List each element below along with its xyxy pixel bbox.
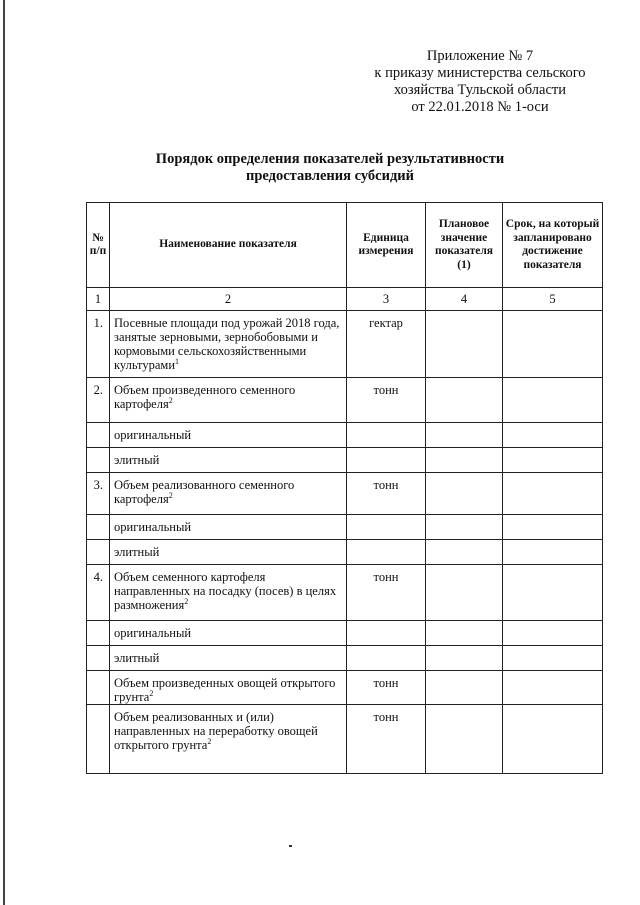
plan-value-cell: [426, 705, 503, 774]
deadline-cell: [503, 621, 603, 646]
unit-cell: [347, 515, 426, 540]
table-row: [87, 515, 603, 540]
appendix-line: от 22.01.2018 № 1-оси: [411, 99, 549, 115]
row-number: [87, 621, 110, 646]
indicators-table: [86, 202, 603, 774]
plan-value-cell: [426, 621, 503, 646]
header-plan: Плановое значение показателя (1): [426, 203, 503, 288]
deadline-cell: [503, 378, 603, 423]
plan-value-cell: [426, 311, 503, 378]
footnote-mark: 2: [149, 688, 154, 698]
plan-value-cell: [426, 565, 503, 621]
row-number: [87, 705, 110, 774]
indicator-name-text: Объем семенного картофеля направленных на посадку (посев) в целях размножения: [114, 570, 337, 612]
table-row: [87, 565, 603, 621]
plan-value-cell: [426, 515, 503, 540]
header-unit: Единица измерения: [347, 203, 426, 288]
indicator-name-text: Объем произведенных овощей открытого грунта: [114, 676, 336, 704]
deadline-cell: [503, 705, 603, 774]
indicator-name: [110, 378, 347, 423]
indicator-name-text: оригинальный: [114, 626, 192, 640]
deadline-cell: [503, 671, 603, 705]
plan-value-cell: [426, 540, 503, 565]
table-row: [87, 311, 603, 378]
table-row: [87, 646, 603, 671]
index-cell: 1: [87, 288, 110, 311]
title-line: Порядок определения показателей результативности: [155, 151, 505, 167]
indicator-name-text: Посевные площади под урожай 2018 года, занятые зерновыми, зернобобовыми и кормовыми сельскохозяйственными культурами: [114, 316, 340, 372]
plan-value-cell: [426, 378, 503, 423]
indicator-name: [110, 565, 347, 621]
plan-value-cell: [426, 671, 503, 705]
plan-value-cell: [426, 448, 503, 473]
deadline-cell: [503, 515, 603, 540]
deadline-cell: [503, 448, 603, 473]
indicator-name: [110, 448, 347, 473]
deadline-cell: [503, 646, 603, 671]
indicator-name: [110, 311, 347, 378]
indicator-name: [110, 515, 347, 540]
deadline-cell: [503, 423, 603, 448]
indicator-name-text: оригинальный: [114, 520, 192, 534]
table-row: [87, 448, 603, 473]
document-title: [60, 151, 600, 185]
scan-speck: [289, 845, 292, 847]
index-cell: 3: [347, 288, 426, 311]
deadline-cell: [503, 473, 603, 515]
row-number: [87, 540, 110, 565]
row-number: [87, 448, 110, 473]
deadline-cell: [503, 565, 603, 621]
indicator-name-text: элитный: [114, 453, 160, 467]
row-number: [87, 671, 110, 705]
index-cell: 5: [503, 288, 603, 311]
column-index-row: [87, 288, 603, 311]
indicator-name: [110, 473, 347, 515]
unit-cell: [347, 646, 426, 671]
row-number: 4.: [87, 565, 110, 621]
footnote-mark: 2: [184, 596, 189, 606]
unit-cell: тонн: [347, 705, 426, 774]
unit-cell: [347, 448, 426, 473]
deadline-cell: [503, 311, 603, 378]
footnote-mark: 2: [207, 736, 212, 746]
footnote-mark: 2: [168, 490, 173, 500]
unit-cell: тонн: [347, 671, 426, 705]
footnote-mark: 2: [168, 395, 173, 405]
plan-value-cell: [426, 646, 503, 671]
table-row: [87, 473, 603, 515]
unit-cell: [347, 423, 426, 448]
appendix-line: хозяйства Тульской области: [393, 82, 567, 98]
table-row: [87, 378, 603, 423]
header-deadline: Срок, на который запланировано достижение показателя: [503, 203, 603, 288]
unit-cell: тонн: [347, 473, 426, 515]
indicator-name-text: оригинальный: [114, 428, 192, 442]
indicator-name-text: Объем произведенного семенного картофеля: [114, 383, 296, 411]
indicator-name-text: элитный: [114, 545, 160, 559]
appendix-line: Приложение № 7: [426, 48, 534, 64]
header-name: Наименование показателя: [110, 203, 347, 288]
indicator-name: [110, 423, 347, 448]
table-row: [87, 540, 603, 565]
table-row: [87, 423, 603, 448]
indicator-name: [110, 540, 347, 565]
unit-cell: [347, 540, 426, 565]
appendix-block: [330, 48, 630, 116]
unit-cell: тонн: [347, 378, 426, 423]
index-cell: 4: [426, 288, 503, 311]
deadline-cell: [503, 540, 603, 565]
title-line: предоставления субсидий: [245, 168, 414, 184]
page-scan-edge: [3, 0, 5, 905]
unit-cell: гектар: [347, 311, 426, 378]
row-number: 3.: [87, 473, 110, 515]
row-number: [87, 423, 110, 448]
indicator-name-text: Объем реализованного семенного картофеля: [114, 478, 295, 506]
indicator-name-text: Объем реализованных и (или) направленных на переработку овощей открытого грунта: [114, 710, 318, 752]
plan-value-cell: [426, 473, 503, 515]
table-row: [87, 671, 603, 705]
indicator-name: [110, 621, 347, 646]
indicator-name: [110, 671, 347, 705]
table-row: [87, 705, 603, 774]
row-number: 2.: [87, 378, 110, 423]
unit-cell: тонн: [347, 565, 426, 621]
header-num: № п/п: [87, 203, 110, 288]
table-row: [87, 621, 603, 646]
row-number: [87, 646, 110, 671]
row-number: [87, 515, 110, 540]
index-cell: 2: [110, 288, 347, 311]
plan-value-cell: [426, 423, 503, 448]
appendix-line: к приказу министерства сельского: [374, 65, 586, 81]
unit-cell: [347, 621, 426, 646]
footnote-mark: 1: [175, 356, 180, 366]
indicator-name: [110, 705, 347, 774]
row-number: 1.: [87, 311, 110, 378]
indicator-name: [110, 646, 347, 671]
indicator-name-text: элитный: [114, 651, 160, 665]
table-header-row: [87, 203, 603, 288]
